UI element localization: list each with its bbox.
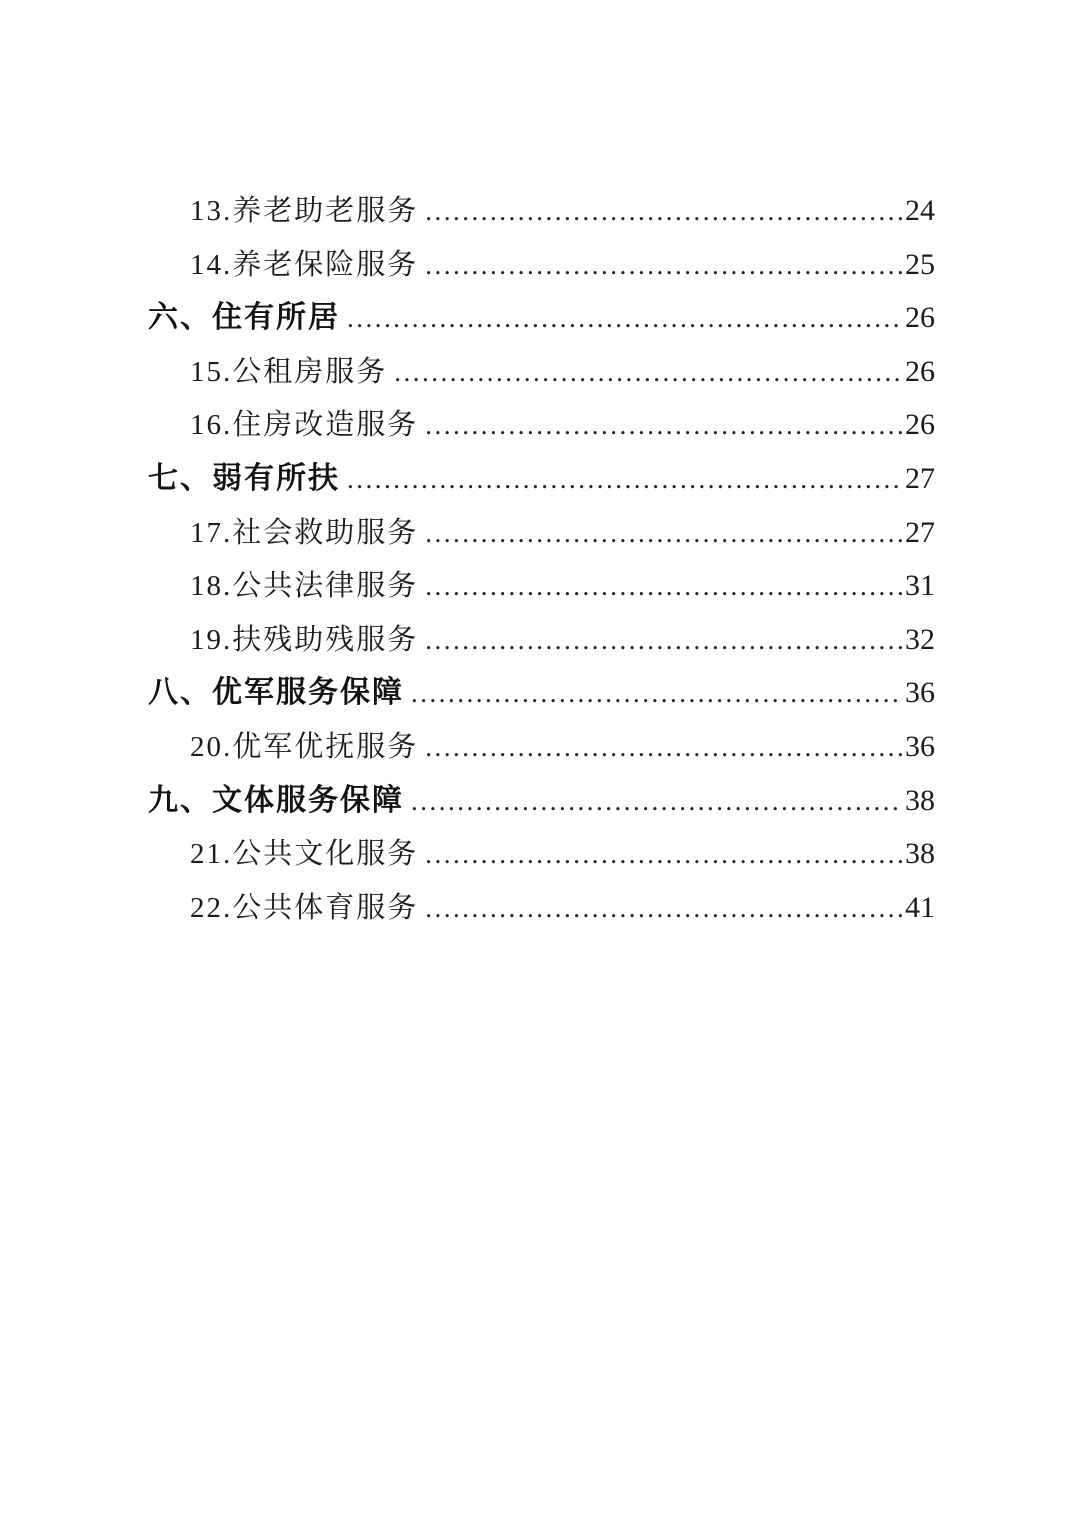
toc-leader-dots — [425, 507, 903, 561]
table-of-contents — [148, 184, 935, 934]
toc-page-number: 25 — [905, 247, 935, 281]
toc-page-number: 41 — [905, 890, 935, 924]
toc-page-number: 27 — [905, 515, 935, 549]
toc-page-number: 26 — [905, 354, 935, 388]
toc-entry-label: 15.公租房服务 — [190, 355, 388, 388]
toc-page-number: 26 — [905, 408, 935, 442]
toc-entry-label: 八、优军服务保障 — [148, 676, 404, 710]
toc-entry — [148, 184, 935, 238]
toc-leader-dots — [411, 775, 903, 829]
toc-page-number: 31 — [905, 569, 935, 603]
toc-entry-label: 六、住有所居 — [148, 301, 340, 335]
toc-entry-label: 九、文体服务保障 — [148, 783, 404, 817]
toc-entry-label: 七、弱有所扶 — [148, 461, 340, 495]
toc-section-entry — [148, 774, 935, 828]
toc-entry — [148, 559, 935, 613]
toc-leader-dots — [425, 399, 903, 453]
toc-page-number: 24 — [905, 194, 935, 227]
toc-entry — [148, 345, 935, 399]
toc-entry — [148, 720, 935, 774]
toc-page-number: 38 — [905, 837, 935, 871]
toc-page-number: 26 — [905, 301, 935, 335]
toc-entry — [148, 238, 935, 292]
toc-leader-dots — [425, 239, 903, 293]
toc-section-entry — [148, 291, 935, 345]
toc-entry-label: 22.公共体育服务 — [190, 891, 419, 924]
toc-entry-label: 19.扶残助残服务 — [190, 623, 419, 656]
toc-leader-dots — [394, 346, 903, 400]
toc-leader-dots — [411, 667, 903, 721]
toc-leader-dots — [425, 614, 903, 668]
toc-leader-dots — [425, 560, 903, 614]
toc-entry-label: 17.社会救助服务 — [190, 516, 419, 549]
toc-page-number: 27 — [905, 461, 935, 495]
toc-leader-dots — [425, 721, 903, 775]
toc-section-entry — [148, 452, 935, 506]
toc-entry — [148, 827, 935, 881]
toc-entry-label: 16.住房改造服务 — [190, 409, 419, 442]
toc-entry-label: 21.公共文化服务 — [190, 838, 419, 871]
toc-leader-dots — [347, 292, 903, 346]
toc-entry-label: 20.优军优抚服务 — [190, 730, 419, 763]
toc-entry-label: 13.养老助老服务 — [190, 195, 419, 227]
toc-entry-label: 14.养老保险服务 — [190, 248, 419, 281]
toc-entry — [148, 881, 935, 935]
toc-leader-dots — [425, 828, 903, 882]
toc-page-number: 32 — [905, 622, 935, 656]
toc-leader-dots — [425, 185, 903, 239]
toc-page-number: 36 — [905, 729, 935, 763]
toc-leader-dots — [347, 453, 903, 507]
toc-entry — [148, 506, 935, 560]
toc-page-number: 38 — [905, 783, 935, 817]
toc-entry — [148, 613, 935, 667]
toc-leader-dots — [425, 882, 903, 936]
toc-page-number: 36 — [905, 676, 935, 710]
toc-entry — [148, 398, 935, 452]
toc-entry-label: 18.公共法律服务 — [190, 570, 419, 603]
toc-section-entry — [148, 666, 935, 720]
